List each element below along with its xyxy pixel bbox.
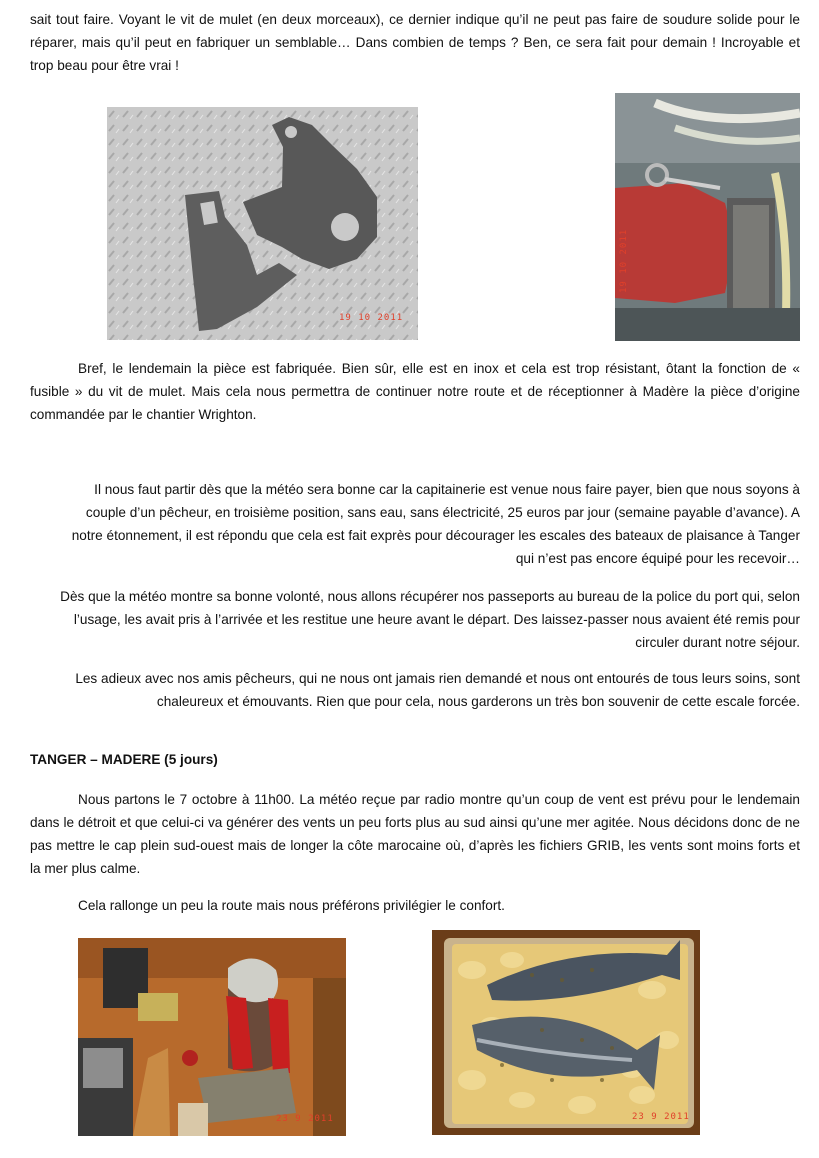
paragraph-part-fabricated: Bref, le lendemain la pièce est fabriquée. Bien sûr, elle est en inox et cela est trop résistant, ôtant la fonction de « fusible » du vit de mulet. Mais cela nous permettra de continuer notre route et de réceptionner à Madère la pièce d’origine commandée par le chantier Wrighton. — [30, 361, 800, 422]
photo-date-stamp: 19 10 2011 — [339, 313, 404, 323]
photo-date-stamp: 19 10 2011 — [619, 228, 629, 293]
photo-date-stamp: 23 9 2011 — [632, 1112, 690, 1122]
paragraph-intro: sait tout faire. Voyant le vit de mulet (en deux morceaux), ce dernier indique qu’il ne peut pas faire de soudure solide pour le réparer, mais qu’il peut en fabriquer un semblable… Dans combien de temps ? Ben, ce sera fait pour demain ! Incroyable et trop beau pour être vrai ! — [30, 12, 800, 73]
photo-rudder-fitting — [615, 93, 800, 341]
rudder-fitting-illustration — [615, 93, 800, 341]
fish-tray-illustration — [432, 930, 700, 1135]
paragraph-capitainerie: Il nous faut partir dès que la météo sera bonne car la capitainerie est venue nous faire payer, bien que nous soyons à couple d’un pêcheur, en troisième position, sans eau, sans électricité, 25 euros par jour (semaine payable d’avance). A notre étonnement, il est répondu que cela est fait exprès pour décourager les escales des bateaux de plaisance à Tanger qui n’est pas encore équipé pour les recevoir… — [71, 482, 800, 566]
photo-skipper-cabin — [78, 938, 346, 1136]
section-heading: TANGER – MADERE (5 jours) — [30, 752, 218, 767]
broken-part-illustration — [107, 107, 418, 340]
paragraph-comfort: Cela rallonge un peu la route mais nous préférons privilégier le confort. — [78, 898, 505, 913]
paragraph-departure: Nous partons le 7 octobre à 11h00. La météo reçue par radio montre qu’un coup de vent est prévu pour le lendemain dans le détroit et que celui-ci va générer des vents un peu forts plus au sud ainsi qu’une mer agitée. Nous décidons donc de ne pas mettre le cap plein sud-ouest mais de longer la côte marocaine où, d’après les fichiers GRIB, les vents sont moins forts et la mer plus calme. — [30, 792, 800, 876]
photo-date-stamp: 23 9 2011 — [276, 1114, 334, 1124]
photo-broken-part — [107, 107, 418, 340]
photo-fish-tray — [432, 930, 700, 1135]
paragraph-farewell: Les adieux avec nos amis pêcheurs, qui ne nous ont jamais rien demandé et nous ont entourés de tous leurs soins, sont chaleureux et émouvants. Rien que pour cela, nous garderons un très bon souvenir de cette escale forcée. — [75, 671, 800, 709]
skipper-cabin-illustration — [78, 938, 346, 1136]
paragraph-passports: Dès que la météo montre sa bonne volonté, nous allons récupérer nos passeports au bureau de la police du port qui, selon l’usage, les avait pris à l’arrivée et les restitue une heure avant le départ. Des laissez-passer nous avaient été remis pour circuler durant notre séjour. — [60, 589, 800, 650]
